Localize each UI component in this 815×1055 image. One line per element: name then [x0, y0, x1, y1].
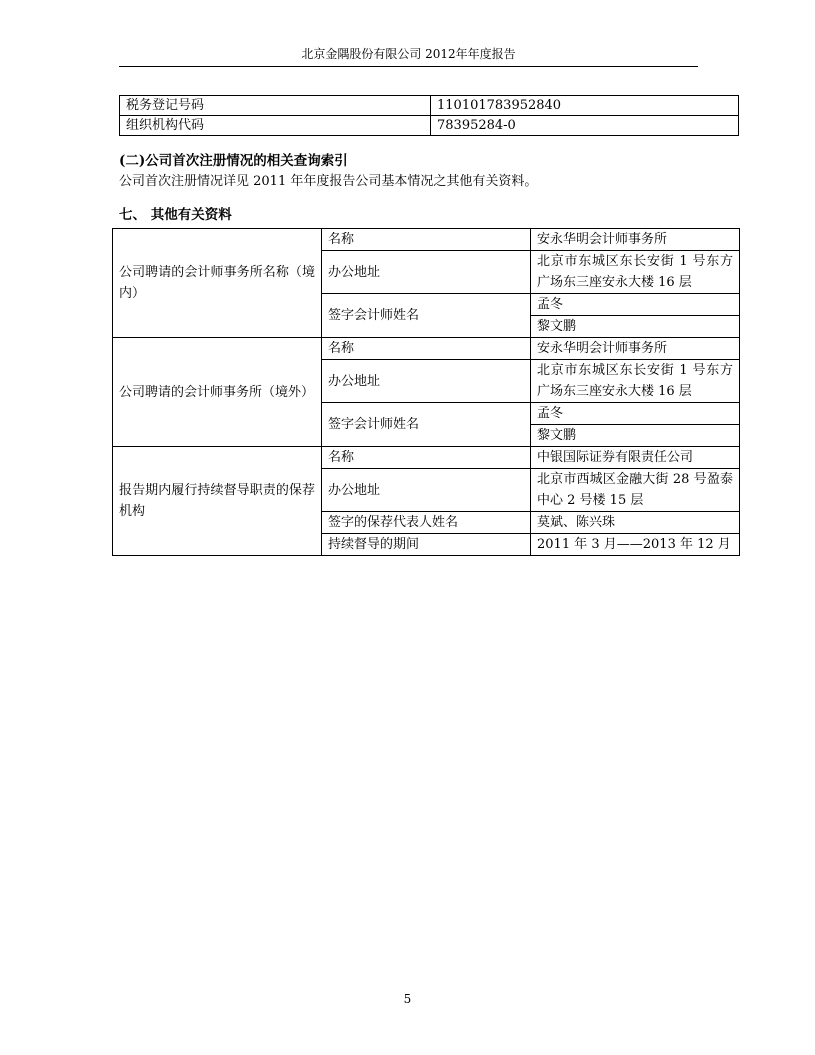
- header-rule: [119, 66, 698, 67]
- domestic-name-label: 名称: [322, 229, 531, 251]
- domestic-name-value: 安永华明会计师事务所: [531, 229, 740, 251]
- sponsor-address-label: 办公地址: [322, 469, 531, 512]
- section-7-title: 七、 其他有关资料: [119, 207, 232, 223]
- sponsor-name-label: 名称: [322, 447, 531, 469]
- overseas-signer-2: 黎文鹏: [531, 425, 740, 447]
- section-2-title: (二)公司首次注册情况的相关查询索引: [119, 153, 348, 169]
- other-info-table: [112, 228, 740, 556]
- sponsor-address-value: 北京市西城区金融大街 28 号盈泰中心 2 号楼 15 层: [531, 469, 740, 512]
- sponsor-period-value: 2011 年 3 月——2013 年 12 月: [531, 534, 740, 556]
- sponsor-rep-value: 莫斌、陈兴珠: [531, 512, 740, 534]
- domestic-signer-2: 黎文鹏: [531, 316, 740, 338]
- tax-registration-label: 税务登记号码: [120, 96, 431, 116]
- domestic-address-label: 办公地址: [322, 251, 531, 294]
- sponsor-heading: 报告期内履行持续督导职责的保荐机构: [113, 447, 322, 556]
- overseas-signer-1: 孟冬: [531, 403, 740, 425]
- sponsor-name-value: 中银国际证券有限责任公司: [531, 447, 740, 469]
- sponsor-period-label: 持续督导的期间: [322, 534, 531, 556]
- page-header: 北京金隅股份有限公司 2012年年度报告: [301, 47, 516, 61]
- table-row: [120, 116, 739, 136]
- overseas-signer-label: 签字会计师姓名: [322, 403, 531, 447]
- organization-code-label: 组织机构代码: [120, 116, 431, 136]
- table-row: [113, 338, 740, 360]
- overseas-auditor-heading: 公司聘请的会计师事务所（境外）: [113, 338, 322, 447]
- sponsor-rep-label: 签字的保荐代表人姓名: [322, 512, 531, 534]
- domestic-signer-1: 孟冬: [531, 294, 740, 316]
- domestic-address-value: 北京市东城区东长安街 1 号东方广场东三座安永大楼 16 层: [531, 251, 740, 294]
- registration-table: [119, 95, 739, 136]
- overseas-name-label: 名称: [322, 338, 531, 360]
- table-row: [120, 96, 739, 116]
- section-2-text: 公司首次注册情况详见 2011 年年度报告公司基本情况之其他有关资料。: [119, 174, 538, 189]
- table-row: [113, 447, 740, 469]
- page-number: 5: [403, 992, 412, 1006]
- overseas-address-value: 北京市东城区东长安街 1 号东方广场东三座安永大楼 16 层: [531, 360, 740, 403]
- organization-code-value: 78395284-0: [431, 116, 739, 136]
- overseas-name-value: 安永华明会计师事务所: [531, 338, 740, 360]
- overseas-address-label: 办公地址: [322, 360, 531, 403]
- tax-registration-value: 110101783952840: [431, 96, 739, 116]
- domestic-signer-label: 签字会计师姓名: [322, 294, 531, 338]
- domestic-auditor-heading: 公司聘请的会计师事务所名称（境内）: [113, 229, 322, 338]
- table-row: [113, 229, 740, 251]
